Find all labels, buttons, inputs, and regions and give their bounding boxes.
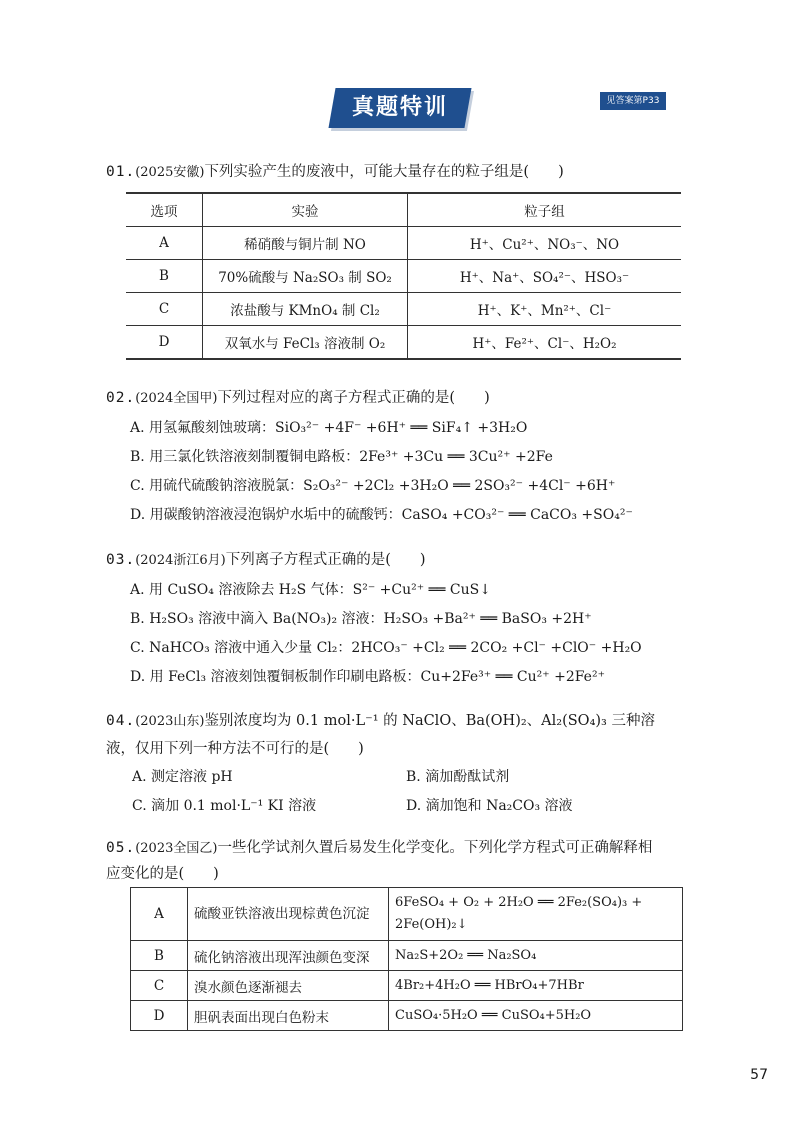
equation-cell: 4Br₂+4H₂O ══ HBrO₄+7HBr (389, 971, 683, 1001)
experiment-cell: 稀硝酸与铜片制 NO (203, 227, 408, 260)
question-text: 鉴别浓度均为 0.1 mol·L⁻¹ 的 NaClO、Ba(OH)₂、Al₂(SO₄)₃ 三种溶 (204, 713, 655, 729)
answer-tag: 见答案第P33 (600, 92, 666, 110)
option-c: C. 滴加 0.1 mol·L⁻¹ KI 溶液 (132, 798, 317, 814)
option-cell: A (131, 888, 188, 941)
option-c: C. 用硫代硫酸钠溶液脱氯：S₂O₃²⁻ +2Cl₂ +3H₂O ══ 2SO₃²⁻ +4Cl⁻ +6H⁺ (130, 478, 616, 494)
table-row (131, 971, 683, 1001)
option-cell: B (131, 941, 188, 971)
ions-cell: H⁺、Cu²⁺、NO₃⁻、NO (408, 227, 682, 260)
table-header-row (126, 193, 681, 227)
question-number: 04. (106, 713, 136, 729)
question-text: 一些化学试剂久置后易发生化学变化。下列化学方程式可正确解释相 (217, 840, 653, 856)
option-d: D. 用 FeCl₃ 溶液刻蚀覆铜板制作印刷电路板：Cu+2Fe³⁺ ══ Cu²⁺ +2Fe²⁺ (130, 669, 605, 685)
experiment-cell: 70%硫酸与 Na₂SO₃ 制 SO₂ (203, 260, 408, 293)
question-4-stem (106, 710, 655, 733)
option-d: D. 用碳酸钠溶液浸泡锅炉水垢中的硫酸钙：CaSO₄ +CO₃²⁻ ══ CaCO₃ +SO₄²⁻ (130, 507, 633, 523)
question-source: (2023全国乙) (135, 841, 218, 856)
ions-cell: H⁺、Na⁺、SO₄²⁻、HSO₃⁻ (408, 260, 682, 293)
ions-cell: H⁺、K⁺、Mn²⁺、Cl⁻ (408, 293, 682, 326)
header-cell: 实验 (203, 193, 408, 227)
experiment-cell: 浓盐酸与 KMnO₄ 制 Cl₂ (203, 293, 408, 326)
option-cell: A (126, 227, 203, 260)
description-cell: 硫酸亚铁溶液出现棕黄色沉淀 (188, 888, 389, 941)
question-4-stem-cont: 液，仅用下列一种方法不可行的是( ) (106, 741, 364, 757)
option-a: A. 用氢氟酸刻蚀玻璃：SiO₃²⁻ +4F⁻ +6H⁺ ══ SiF₄↑ +3H₂O (130, 420, 528, 436)
equation-cell: Na₂S+2O₂ ══ Na₂SO₄ (389, 941, 683, 971)
question-5-stem (106, 837, 652, 860)
table-row (126, 227, 681, 260)
equation-cell: 6FeSO₄ + O₂ + 2H₂O ══ 2Fe₂(SO₄)₃ + 2Fe(OH)₂↓ (389, 888, 683, 941)
option-cell: D (126, 326, 203, 360)
option-cell: B (126, 260, 203, 293)
question-text: 下列实验产生的废液中，可能大量存在的粒子组是( ) (204, 164, 564, 180)
table-row (131, 888, 683, 941)
question-2-stem (106, 387, 490, 410)
description-cell: 胆矾表面出现白色粉末 (188, 1001, 389, 1031)
option-a: A. 测定溶液 pH (132, 769, 233, 785)
experiment-cell: 双氧水与 FeCl₃ 溶液制 O₂ (203, 326, 408, 360)
question-1-stem (106, 161, 564, 184)
table-row (126, 260, 681, 293)
question-source: (2024全国甲) (135, 391, 218, 406)
option-cell: C (131, 971, 188, 1001)
question-text: 下列离子方程式正确的是( ) (225, 552, 426, 568)
option-b: B. H₂SO₃ 溶液中滴入 Ba(NO₃)₂ 溶液：H₂SO₃ +Ba²⁺ ══ BaSO₃ +2H⁺ (130, 611, 592, 627)
ions-cell: H⁺、Fe²⁺、Cl⁻、H₂O₂ (408, 326, 682, 360)
equation-cell: CuSO₄·5H₂O ══ CuSO₄+5H₂O (389, 1001, 683, 1031)
question-5-table (130, 887, 683, 1031)
question-source: (2025安徽) (135, 165, 205, 180)
question-text: 下列过程对应的离子方程式正确的是( ) (217, 390, 490, 406)
table-row (126, 326, 681, 360)
table-row (131, 941, 683, 971)
question-number: 02. (106, 390, 136, 406)
question-source: (2024浙江6月) (135, 553, 226, 568)
table-row (131, 1001, 683, 1031)
option-b: B. 用三氯化铁溶液刻制覆铜电路板：2Fe³⁺ +3Cu ══ 3Cu²⁺ +2Fe (130, 449, 553, 465)
page-number: 57 (750, 1067, 768, 1083)
option-d: D. 滴加饱和 Na₂CO₃ 溶液 (406, 798, 573, 814)
option-c: C. NaHCO₃ 溶液中通入少量 Cl₂：2HCO₃⁻ +Cl₂ ══ 2CO₂ +Cl⁻ +ClO⁻ +H₂O (130, 640, 642, 656)
question-number: 01. (106, 164, 136, 180)
question-1-table (126, 192, 681, 360)
option-b: B. 滴加酚酞试剂 (406, 769, 510, 785)
table-row (126, 293, 681, 326)
question-source: (2023山东) (135, 714, 205, 729)
question-number: 03. (106, 552, 136, 568)
option-cell: C (126, 293, 203, 326)
page-title: 真题特训 (351, 95, 448, 120)
header-cell: 粒子组 (408, 193, 682, 227)
description-cell: 硫化钠溶液出现浑浊颜色变深 (188, 941, 389, 971)
description-cell: 溴水颜色逐渐褪去 (188, 971, 389, 1001)
option-cell: D (131, 1001, 188, 1031)
question-3-stem (106, 549, 426, 572)
header-cell: 选项 (126, 193, 203, 227)
question-number: 05. (106, 840, 136, 856)
question-5-stem-cont: 应变化的是( ) (106, 866, 219, 882)
option-a: A. 用 CuSO₄ 溶液除去 H₂S 气体：S²⁻ +Cu²⁺ ══ CuS↓ (130, 582, 491, 598)
